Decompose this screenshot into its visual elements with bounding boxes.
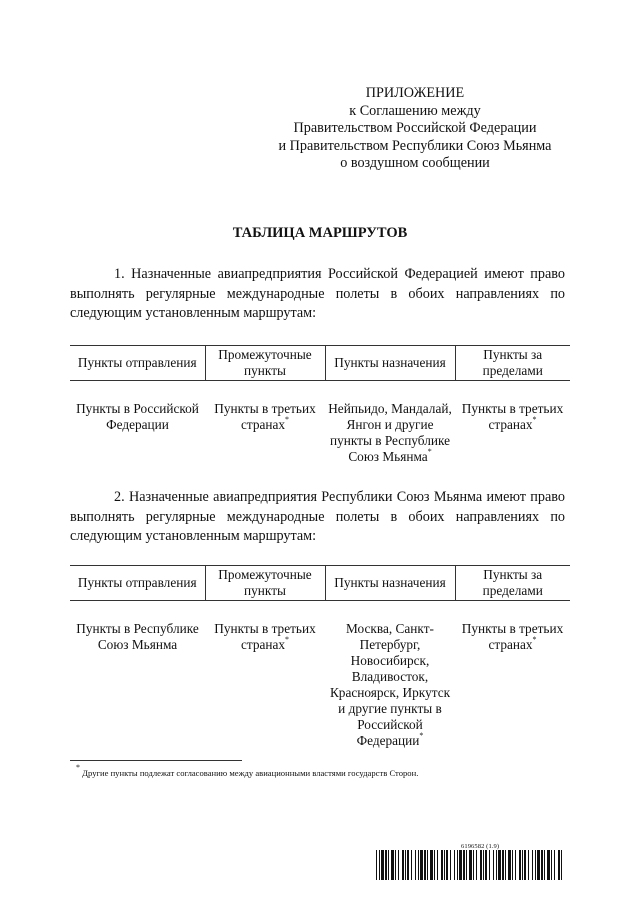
appendix-line: о воздушном сообщении: [340, 155, 490, 171]
header-beyond: Пункты за пределами: [455, 346, 570, 381]
footnote-mark: *: [427, 446, 432, 456]
appendix-line: и Правительством Республики Союз Мьянма: [278, 137, 552, 154]
footnote-divider: [70, 760, 242, 761]
cell-intermediate: Пункты в третьих странах*: [214, 401, 316, 432]
section-1-paragraph: 1. Назначенные авиапредприятия Российской Федерацией имеют право выполнять регулярные международные полеты в обоих направлениях по следующим установленным маршрутам:: [70, 266, 565, 321]
table-row: [70, 601, 570, 750]
table-header-row: [70, 566, 570, 601]
table-title: ТАБЛИЦА МАРШРУТОВ: [232, 225, 408, 241]
cell-intermediate: Пункты в третьих странах*: [214, 621, 316, 652]
appendix-title: ПРИЛОЖЕНИЕ: [365, 85, 465, 101]
footnote-mark: *: [419, 730, 424, 740]
cell-destination: Нейпьидо, Мандалай, Янгон и другие пункты в Республике Союз Мьянма*: [328, 401, 452, 464]
header-intermediate: Промежуточные пункты: [205, 346, 325, 381]
footnote-text: Другие пункты подлежат согласованию между авиационными властями государств Сторон.: [82, 768, 419, 778]
cell-departure: Пункты в Российской Федерации: [76, 401, 199, 432]
header-departure: Пункты отправления: [70, 346, 205, 381]
appendix-header: [255, 85, 575, 173]
footnote-mark: *: [532, 634, 537, 644]
barcode-icon: [375, 850, 565, 880]
header-beyond: Пункты за пределами: [455, 566, 570, 601]
table-header-row: [70, 346, 570, 381]
document-serial: 6196582 (1.9): [461, 843, 500, 850]
cell-beyond: Пункты в третьих странах*: [461, 401, 564, 432]
header-departure: Пункты отправления: [70, 566, 205, 601]
footnote-mark: *: [285, 634, 290, 644]
cell-beyond: Пункты в третьих странах*: [461, 621, 564, 652]
footnote-mark: *: [532, 414, 537, 424]
table-row: [70, 381, 570, 466]
cell-destination: Москва, Санкт-Петербург, Новосибирск, Владивосток, Красноярск, Иркутск и другие пункты в Российской Федерации*: [329, 621, 451, 748]
header-intermediate: Промежуточные пункты: [205, 566, 325, 601]
section-2-paragraph: 2. Назначенные авиапредприятия Республики Союз Мьянма имеют право выполнять регулярные международные полеты в обоих направлениях по следующим установленным маршрутам:: [70, 489, 565, 544]
cell-departure: Пункты в Республике Союз Мьянма: [76, 621, 199, 652]
footnote-mark: *: [76, 763, 80, 773]
appendix-line: к Соглашению между: [349, 102, 481, 119]
routes-table-1: [70, 345, 570, 465]
footnote: [76, 763, 419, 778]
footnote-mark: *: [285, 414, 290, 424]
header-destination: Пункты назначения: [325, 346, 455, 381]
appendix-line: Правительством Российской Федерации: [293, 120, 537, 136]
header-destination: Пункты назначения: [325, 566, 455, 601]
routes-table-2: [70, 565, 570, 749]
